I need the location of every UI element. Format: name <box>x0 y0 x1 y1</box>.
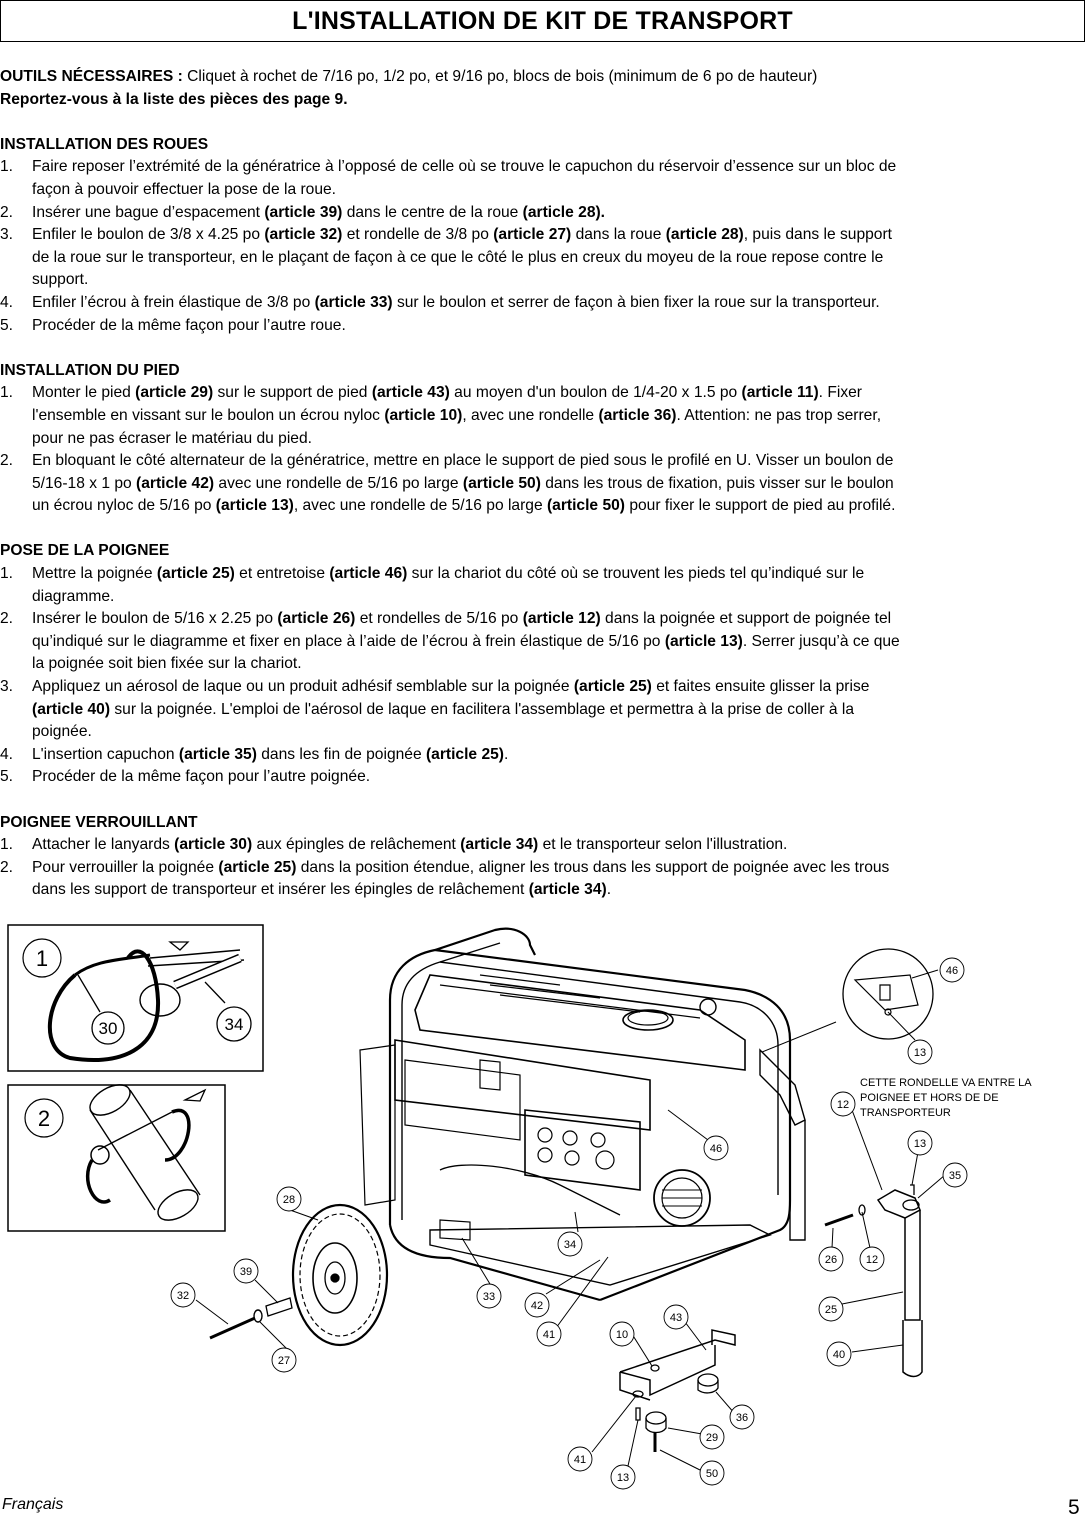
callout-label: 41 <box>573 1454 587 1466</box>
list-item: 3. Enfiler le boulon de 3/8 x 4.25 po (article 32) et rondelle de 3/8 po (article 27) dans la roue (article 28), puis dans le support de la roue sur le transporteur, en le plaçant de façon à ce que le côté le plus en creux du moyeu de la roue repose contre le support. <box>0 226 892 289</box>
list-item: 2. En bloquant le côté alternateur de la génératrice, mettre en place le support de pied sous le profilé en U. Visser un boulon de 5/16-18 x 1 po (article 42) avec une rondelle de 5/16 po large (article 50) dans les trous de fixation, puis visser sur le boulon un écrou nyloc de 5/16 po (article 13), avec une rondelle de 5/16 po large (article 50) pour fixer le support de pied au profilé. <box>0 452 896 515</box>
lock-steps <box>0 834 1085 902</box>
list-item: 3. Appliquez un aérosol de laque ou un produit adhésif semblable sur la poignée (article 25) et faites ensuite glisser la prise (article 40) sur la poignée. L'emploi de l'aérosol de laque en facilitera l'assemblage et permettra à la prise de coller à la poignée. <box>0 678 870 741</box>
instructions <box>0 66 1085 902</box>
list-item: 5. Procéder de la même façon pour l’autre roue. <box>0 316 346 334</box>
callout-label: 12 <box>865 1254 879 1266</box>
callout-30: 30 <box>98 1019 118 1038</box>
callout-label: 46 <box>709 1143 723 1155</box>
list-item: 2. Insérer le boulon de 5/16 x 2.25 po (article 26) et rondelles de 5/16 po (article 12) dans la poignée et support de poignée tel qu’indiqué sur le diagramme et fixer en place à l’aide de l’écrou à frein élastique de 5/16 po (article 13). Serrer jusqu’à ce que la poignée soit bien fixée sur la chariot. <box>0 610 900 673</box>
list-item: 4. L'insertion capuchon (article 35) dans les fin de poignée (article 25). <box>0 745 509 763</box>
assembly-diagram <box>0 915 1087 1495</box>
washer-note <box>860 1077 1032 1119</box>
callout-label: 13 <box>913 1047 927 1059</box>
tools-line: OUTILS NÉCESSAIRES : Cliquet à rochet de 7/16 po, 1/2 po, et 9/16 po, blocs de bois (minimum de 6 po de hauteur) <box>0 68 818 85</box>
svg-text:CETTE RONDELLE VA ENTRE LA: CETTE RONDELLE VA ENTRE LA <box>860 1077 1032 1089</box>
inset-1-number: 1 <box>35 946 49 971</box>
callout-label: 13 <box>616 1472 630 1484</box>
section-heading-lock: POIGNEE VERROUILLANT <box>0 813 198 831</box>
list-item: 4. Enfiler l’écrou à frein élastique de 3/8 po (article 33) sur le boulon et serrer de façon à bien fixer la roue sur la transporteur. <box>0 293 880 311</box>
callout-label: 28 <box>282 1194 296 1206</box>
page-title-box <box>0 0 1085 42</box>
list-item: 2. Pour verrouiller la poignée (article 25) dans la position étendue, aligner les trous dans les support de poignée avec les trous dans les support de transporteur et insérer les épingles de relâchement (article 34). <box>0 858 890 899</box>
callout-label: 40 <box>832 1349 846 1361</box>
list-item: 1. Monter le pied (article 29) sur le support de pied (article 43) au moyen d'un boulon de 1/4-20 x 1.5 po (article 11). Fixer l'ensemble en vissant sur le boulon un écrou nyloc (article 10), avec une rondelle (article 36). Attention: ne pas trop serrer, pour ne pas écraser le matériau du pied. <box>0 384 882 447</box>
svg-text:POIGNEE ET HORS DE DE: POIGNEE ET HORS DE DE <box>860 1092 999 1104</box>
footer-language: Français <box>2 1496 64 1513</box>
section-heading-wheels: INSTALLATION DES ROUES <box>0 135 209 153</box>
list-item: 5. Procéder de la même façon pour l’autre poignée. <box>0 768 371 786</box>
callout-label: 12 <box>836 1099 850 1111</box>
parts-reference: Reportez-vous à la liste des pièces des page 9. <box>0 90 348 108</box>
callout-label: 46 <box>945 965 959 977</box>
detail-circle <box>843 949 933 1039</box>
page-number: 5 <box>1068 1496 1080 1519</box>
callout-label: 39 <box>239 1266 253 1278</box>
callout-label: 34 <box>563 1239 577 1251</box>
callout-label: 29 <box>705 1432 719 1444</box>
section-heading-foot: INSTALLATION DU PIED <box>0 361 180 379</box>
svg-text:TRANSPORTEUR: TRANSPORTEUR <box>860 1107 951 1119</box>
generator-illustration <box>360 929 805 1300</box>
callout-label: 25 <box>824 1304 838 1316</box>
callouts <box>171 958 967 1489</box>
list-item: 1. Faire reposer l’extrémité de la génératrice à l’opposé de celle où se trouve le capuchon du réservoir d’essence sur un bloc de façon à pouvoir effectuer la pose de la roue. <box>0 158 897 198</box>
callout-label: 42 <box>530 1300 544 1312</box>
callout-label: 41 <box>542 1329 556 1341</box>
outlet-panel <box>538 1128 614 1169</box>
wheels-steps <box>0 156 1085 337</box>
list-item: 1. Attacher le lanyards (article 30) aux épingles de relâchement (article 34) et le transporteur selon l'illustration. <box>0 836 788 854</box>
callout-label: 35 <box>948 1170 962 1182</box>
callout-label: 33 <box>482 1291 496 1303</box>
leader-lines <box>196 970 945 1470</box>
handle-steps <box>0 563 1085 789</box>
callout-label: 13 <box>913 1138 927 1150</box>
page-title: L'INSTALLATION DE KIT DE TRANSPORT <box>292 6 793 35</box>
callout-label: 10 <box>615 1329 629 1341</box>
callout-label: 27 <box>277 1355 291 1367</box>
callout-label: 43 <box>669 1312 683 1324</box>
list-item: 2. Insérer une bague d’espacement (article 39) dans le centre de la roue (article 28). <box>0 203 606 221</box>
inset-1 <box>8 925 263 1071</box>
inset-2 <box>8 1079 225 1231</box>
foot-steps <box>0 382 1085 518</box>
callout-label: 50 <box>705 1468 719 1480</box>
callout-label: 26 <box>824 1254 838 1266</box>
callout-label: 36 <box>735 1412 749 1424</box>
section-heading-handle: POSE DE LA POIGNEE <box>0 542 170 560</box>
inset-2-number: 2 <box>37 1106 51 1131</box>
callout-label: 32 <box>176 1290 190 1302</box>
list-item: 1. Mettre la poignée (article 25) et entretoise (article 46) sur la chariot du côté où se trouvent les pieds tel qu’indiqué sur le diagramme. <box>0 565 865 605</box>
callout-34: 34 <box>224 1015 244 1034</box>
